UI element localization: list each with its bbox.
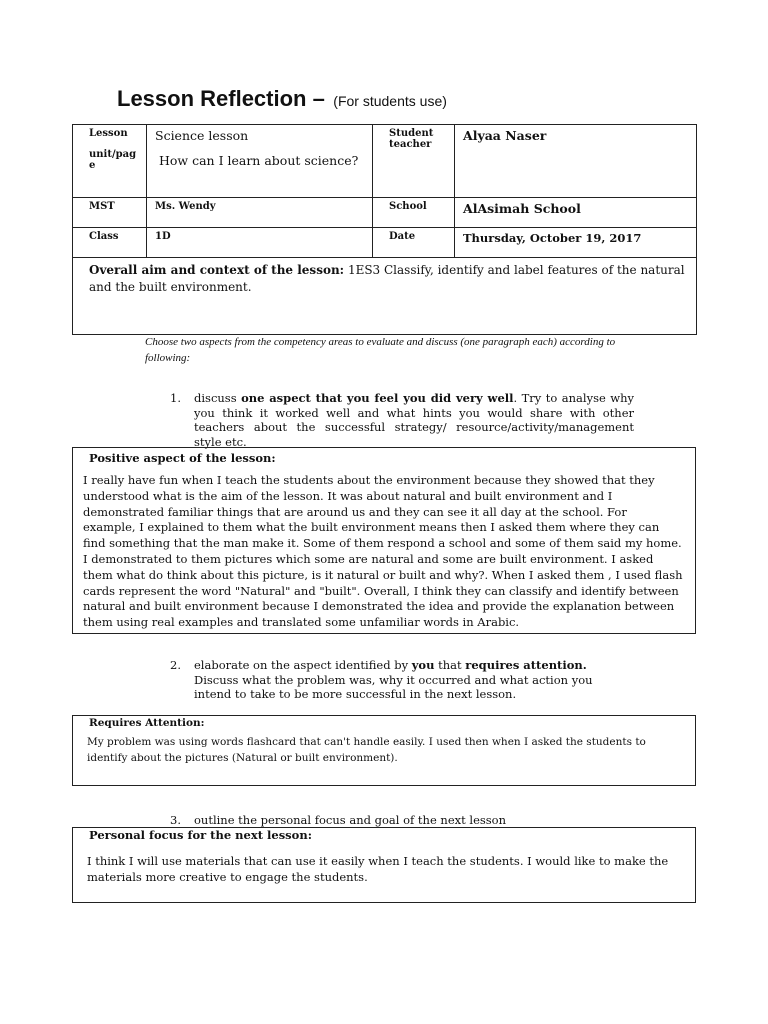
class-value: 1D — [155, 231, 171, 242]
title-sub: (For students use) — [333, 93, 447, 109]
date-label: Date — [389, 231, 416, 242]
class-label: Class — [89, 231, 119, 242]
student-teacher-label: Student — [389, 128, 434, 139]
lesson-label: Lesson — [89, 128, 128, 139]
aim-label: Overall aim and context of the lesson: — [89, 263, 345, 277]
table-row — [73, 258, 697, 335]
table-row — [73, 228, 697, 258]
student-teacher-value: Alyaa Naser — [463, 128, 547, 143]
attention-heading: Requires Attention: — [89, 717, 205, 729]
document-page: Lesson Reflection – (For students use) Lesson unit/pag e Science lesson How can I learn about science? Student teacher Alyaa Naser MST Ms. Wendy School AlAsimah School Class 1D Date Thursday, October 19, 2017 Overall aim and context of the lesson: 1ES3 Classify, identify and label features of the natural and the built environment. Choose two aspects from the competency areas to evaluate and discuss (one paragraph each) according to following: 1. discuss one aspect that you feel you did very well. Try to analyse why you think it worked well and what hints you would share with other teachers about the successful strategy/ resource/activity/management style etc. Positive aspect of the lesson: I really have fun when I teach the students about the environment because they showed that they understood what is the aim of the lesson. It was about natural and built environment and I demonstrated familiar things that are around us and they can see it all day at the school. For example, I explained to them what the built environment means then I asked them where they can find something that the man make it. Some of them respond a school and some of them said my home. I demonstrated to them pictures which some are natural and some are built environment. I asked them what do think about this picture, is it natural or built and why?. When I asked them , I used flash cards represent the word "Natural" and "built". Overall, I think they can classify and identify between natural and built environment because I demonstrated the idea and provide the explanation between them using real examples and translated some unfamiliar words in Arabic. 2. elaborate on the aspect identified by you that requires attention. Discuss what the problem was, why it occurred and what action you intend to take to be more successful in the next lesson. Requires Attention: My problem was using words flashcard that can't handle easily. I used then when I asked the students to identify about the pictures (Natural or built environment). 3. outline the personal focus and goal of the next lesson Personal focus for the next lesson: I think I will use materials that can use it easily when I teach the students. I would like to make the materials more creative to engage the students. — [0, 0, 768, 1024]
personal-focus-box — [72, 827, 696, 903]
mst-value: Ms. Wendy — [155, 201, 216, 212]
lesson-info-table — [72, 124, 697, 335]
instructions: Choose two aspects from the competency areas to evaluate and discuss (one paragraph each) according to following: — [145, 336, 616, 364]
positive-heading: Positive aspect of the lesson: — [89, 451, 276, 465]
requires-attention-box — [72, 715, 696, 786]
unit-label-cont: e — [89, 160, 96, 171]
positive-aspect-box — [72, 447, 696, 634]
date-value: Thursday, October 19, 2017 — [463, 231, 642, 245]
overall-aim — [73, 258, 696, 296]
focus-text: I think I will use materials that can use it easily when I teach the students. I would like to make the materials more creative to engage the students. — [87, 854, 669, 884]
focus-heading: Personal focus for the next lesson: — [89, 828, 312, 842]
table-row — [73, 198, 697, 228]
aim-value: 1ES3 Classify, identify and label features of the natural and the built environment. — [89, 263, 685, 294]
table-row: Lesson unit/pag e Science lesson How can I learn about science? Student teacher Alyaa Naser — [73, 125, 697, 198]
school-label: School — [389, 201, 427, 212]
page-title — [117, 86, 447, 112]
title-main: Lesson Reflection – — [117, 86, 325, 111]
lesson-value: Science lesson — [155, 128, 249, 143]
positive-text: I really have fun when I teach the students about the environment because they showed that they understood what is the aim of the lesson. It was about natural and built environment and I demonstrated familiar things that are around us and they can see it all day at the school. For example, I explained to them what the built environment means then I asked them where they can find something that the man make it. Some of them respond a school and some of them said my home. I demonstrated to them pictures which some are natural and some are built environment. I asked them what do think about this picture, is it natural or built and why?. When I asked them , I used flash cards represent the word "Natural" and "built". Overall, I think they can classify and identify between natural and built environment because I demonstrated the idea and provide the explanation between them using real examples and translated some unfamiliar words in Arabic. — [83, 473, 683, 630]
school-value: AlAsimah School — [463, 201, 581, 216]
mst-label: MST — [89, 201, 115, 212]
unit-label: unit/pag — [89, 149, 137, 160]
unit-value: How can I learn about science? — [159, 153, 359, 168]
attention-text: My problem was using words flashcard that can't handle easily. I used then when I asked the students to identify about the pictures (Natural or built environment). — [87, 736, 646, 764]
